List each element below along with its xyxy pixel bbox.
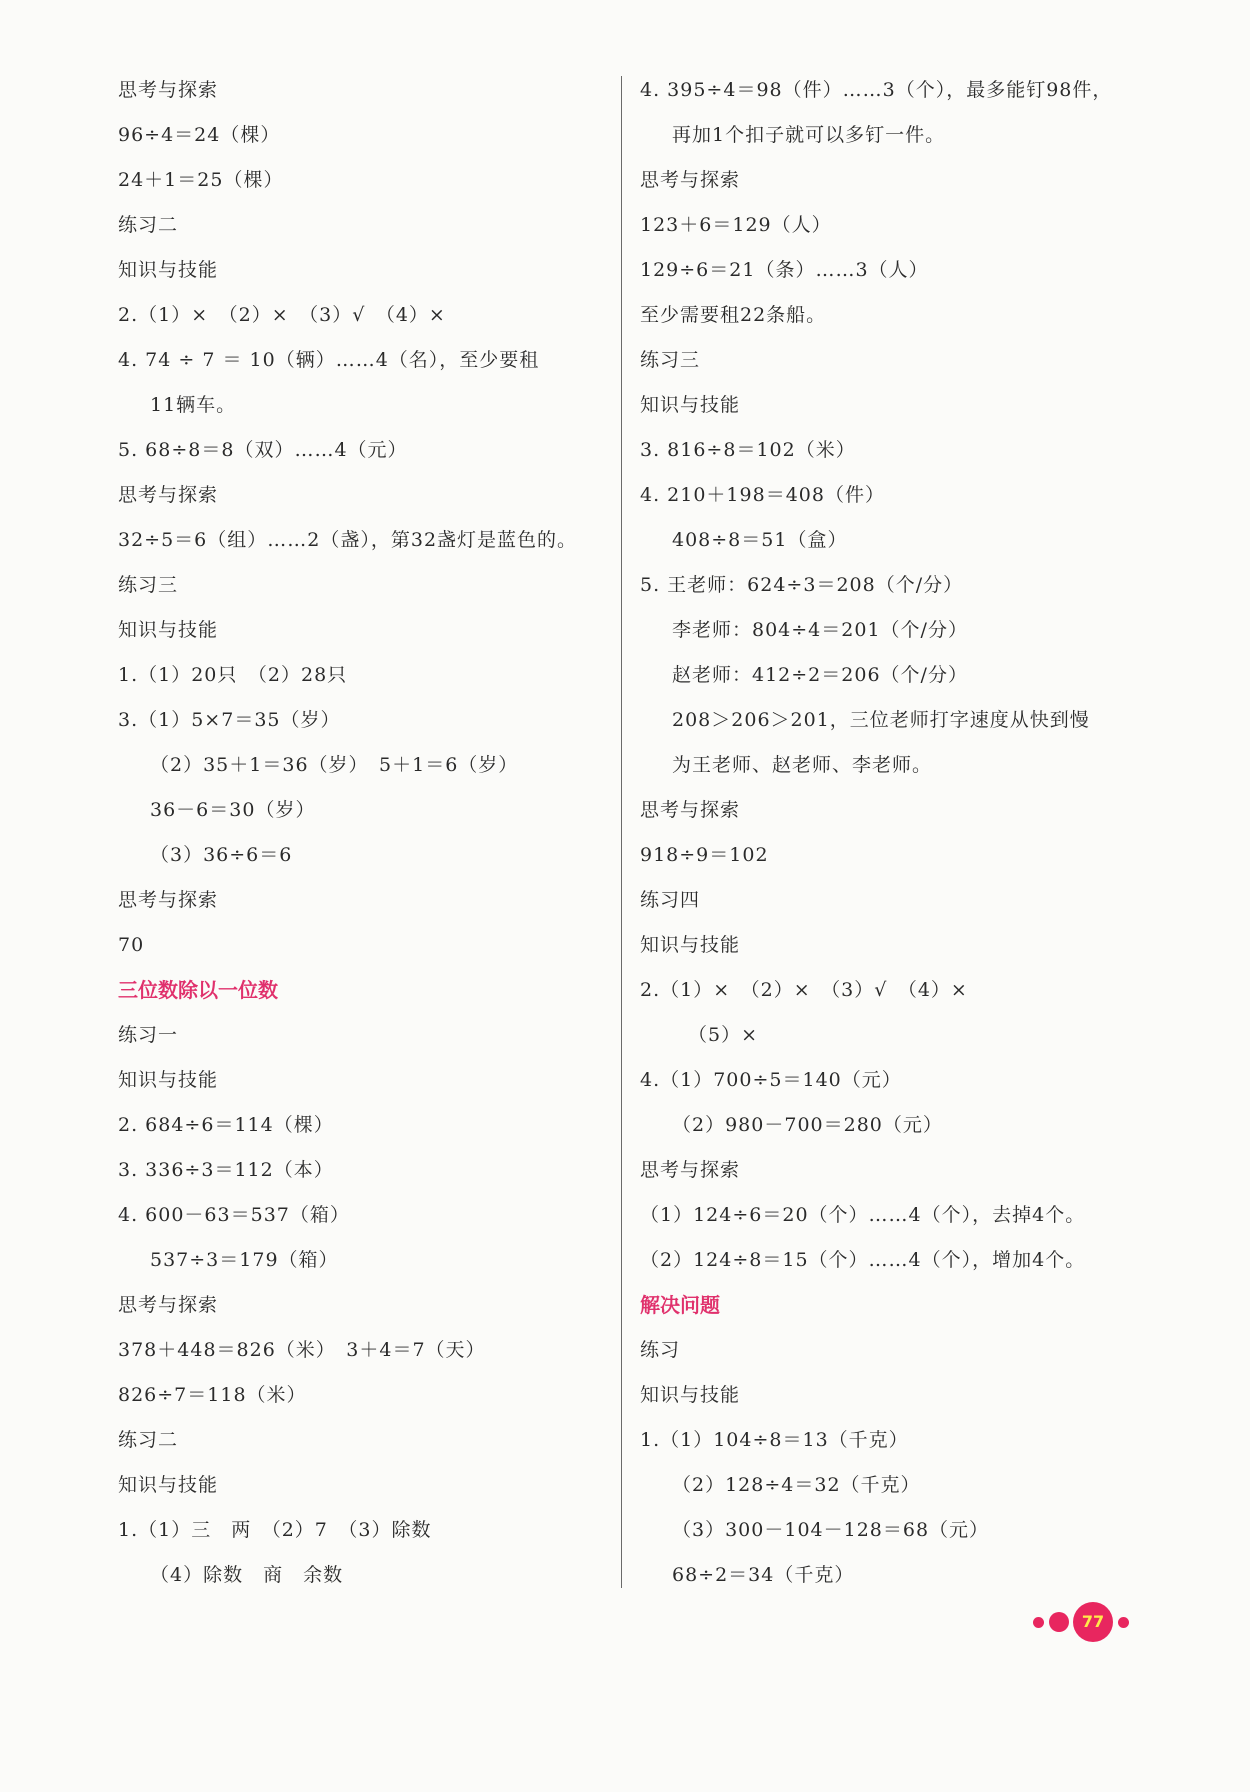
answer-line: 思考与探索 <box>118 1294 219 1316</box>
page-number-badge <box>1033 1602 1133 1642</box>
answer-line: 70 <box>118 934 145 956</box>
answer-line: （1）124÷6＝20（个）……4（个），去掉4个。 <box>640 1204 1086 1226</box>
answer-line: 5. 王老师：624÷3＝208（个/分） <box>640 574 964 596</box>
answer-line: 378＋448＝826（米） 3＋4＝7（天） <box>118 1339 486 1361</box>
answer-line: 再加1个扣子就可以多钉一件。 <box>672 124 946 146</box>
answer-line: 4. 74 ÷ 7 ＝ 10（辆）……4（名），至少要租 <box>118 349 540 371</box>
answer-line: 96÷4＝24（棵） <box>118 124 281 146</box>
answer-line: 思考与探索 <box>118 484 219 506</box>
answer-line: 3. 816÷8＝102（米） <box>640 439 856 461</box>
answer-line: 4. 395÷4＝98（件）……3（个），最多能钉98件， <box>640 79 1113 101</box>
answer-line: 为王老师、赵老师、李老师。 <box>672 754 933 776</box>
answer-line: 知识与技能 <box>640 934 741 956</box>
answer-line: 思考与探索 <box>640 1159 741 1181</box>
answer-line: 1.（1）20只 （2）28只 <box>118 664 348 686</box>
column-divider <box>621 76 622 1588</box>
answer-line: 918÷9＝102 <box>640 844 769 866</box>
answer-line: 826÷7＝118（米） <box>118 1384 307 1406</box>
answer-line: 思考与探索 <box>640 799 741 821</box>
answer-line: 129÷6＝21（条）……3（人） <box>640 259 929 281</box>
answer-line: 知识与技能 <box>118 259 219 281</box>
answer-line: 知识与技能 <box>640 394 741 416</box>
answer-line: 至少需要租22条船。 <box>640 304 827 326</box>
answer-line: 4. 210＋198＝408（件） <box>640 484 885 506</box>
answer-line: 练习一 <box>118 1024 179 1046</box>
answer-line: 68÷2＝34（千克） <box>672 1564 855 1586</box>
answer-line: （4）除数 商 余数 <box>150 1564 344 1586</box>
answer-line: 2.（1）× （2）× （3）√ （4）× <box>640 979 968 1001</box>
answer-line: 537÷3＝179（箱） <box>150 1249 339 1271</box>
section-heading: 解决问题 <box>640 1293 720 1317</box>
answer-line: 1.（1）104÷8＝13（千克） <box>640 1429 909 1451</box>
answer-line: （2）980－700＝280（元） <box>672 1114 943 1136</box>
answer-line: 练习 <box>640 1339 681 1361</box>
badge-dot-right <box>1118 1617 1129 1628</box>
page-number: 77 <box>1073 1602 1113 1642</box>
answer-line: 2.（1）× （2）× （3）√ （4）× <box>118 304 446 326</box>
left-column <box>118 68 618 1598</box>
answer-line: 思考与探索 <box>118 889 219 911</box>
answer-line: 练习二 <box>118 214 179 236</box>
right-column <box>640 68 1180 1598</box>
answer-line: 4. 600－63＝537（箱） <box>118 1204 350 1226</box>
badge-dot-large-left <box>1049 1612 1069 1632</box>
answer-line: （3）36÷6＝6 <box>150 844 293 866</box>
section-heading: 三位数除以一位数 <box>118 978 278 1002</box>
answer-line: 练习四 <box>640 889 701 911</box>
answer-line: 1.（1）三 两 （2）7 （3）除数 <box>118 1519 432 1541</box>
answer-line: 知识与技能 <box>640 1384 741 1406</box>
answer-line: 知识与技能 <box>118 1474 219 1496</box>
answer-line: 赵老师：412÷2＝206（个/分） <box>672 664 968 686</box>
answer-line: 3. 336÷3＝112（本） <box>118 1159 334 1181</box>
answer-line: 123＋6＝129（人） <box>640 214 832 236</box>
answer-line: 练习二 <box>118 1429 179 1451</box>
answer-line: 3.（1）5×7＝35（岁） <box>118 709 341 731</box>
answer-line: （5）× <box>688 1024 759 1046</box>
answer-line: 知识与技能 <box>118 1069 219 1091</box>
answer-line: （2）128÷4＝32（千克） <box>672 1474 921 1496</box>
answer-line: 思考与探索 <box>118 79 219 101</box>
badge-dot-small-left <box>1033 1617 1044 1628</box>
answer-line: 练习三 <box>640 349 701 371</box>
answer-line: 408÷8＝51（盒） <box>672 529 848 551</box>
answer-line: 36－6＝30（岁） <box>150 799 316 821</box>
answer-line: 208＞206＞201，三位老师打字速度从快到慢 <box>672 709 1090 731</box>
answer-line: 11辆车。 <box>150 394 237 416</box>
answer-line: （2）35＋1＝36（岁） 5＋1＝6（岁） <box>150 754 519 776</box>
answer-line: （2）124÷8＝15（个）……4（个），增加4个。 <box>640 1249 1086 1271</box>
answer-line: （3）300－104－128＝68（元） <box>672 1519 990 1541</box>
answer-line: 练习三 <box>118 574 179 596</box>
answer-line: 李老师：804÷4＝201（个/分） <box>672 619 968 641</box>
answer-line: 4.（1）700÷5＝140（元） <box>640 1069 902 1091</box>
answer-line: 32÷5＝6（组）……2（盏），第32盏灯是蓝色的。 <box>118 529 578 551</box>
answer-line: 2. 684÷6＝114（棵） <box>118 1114 334 1136</box>
answer-line: 5. 68÷8＝8（双）……4（元） <box>118 439 408 461</box>
answer-line: 24＋1＝25（棵） <box>118 169 284 191</box>
answer-line: 思考与探索 <box>640 169 741 191</box>
answer-line: 知识与技能 <box>118 619 219 641</box>
